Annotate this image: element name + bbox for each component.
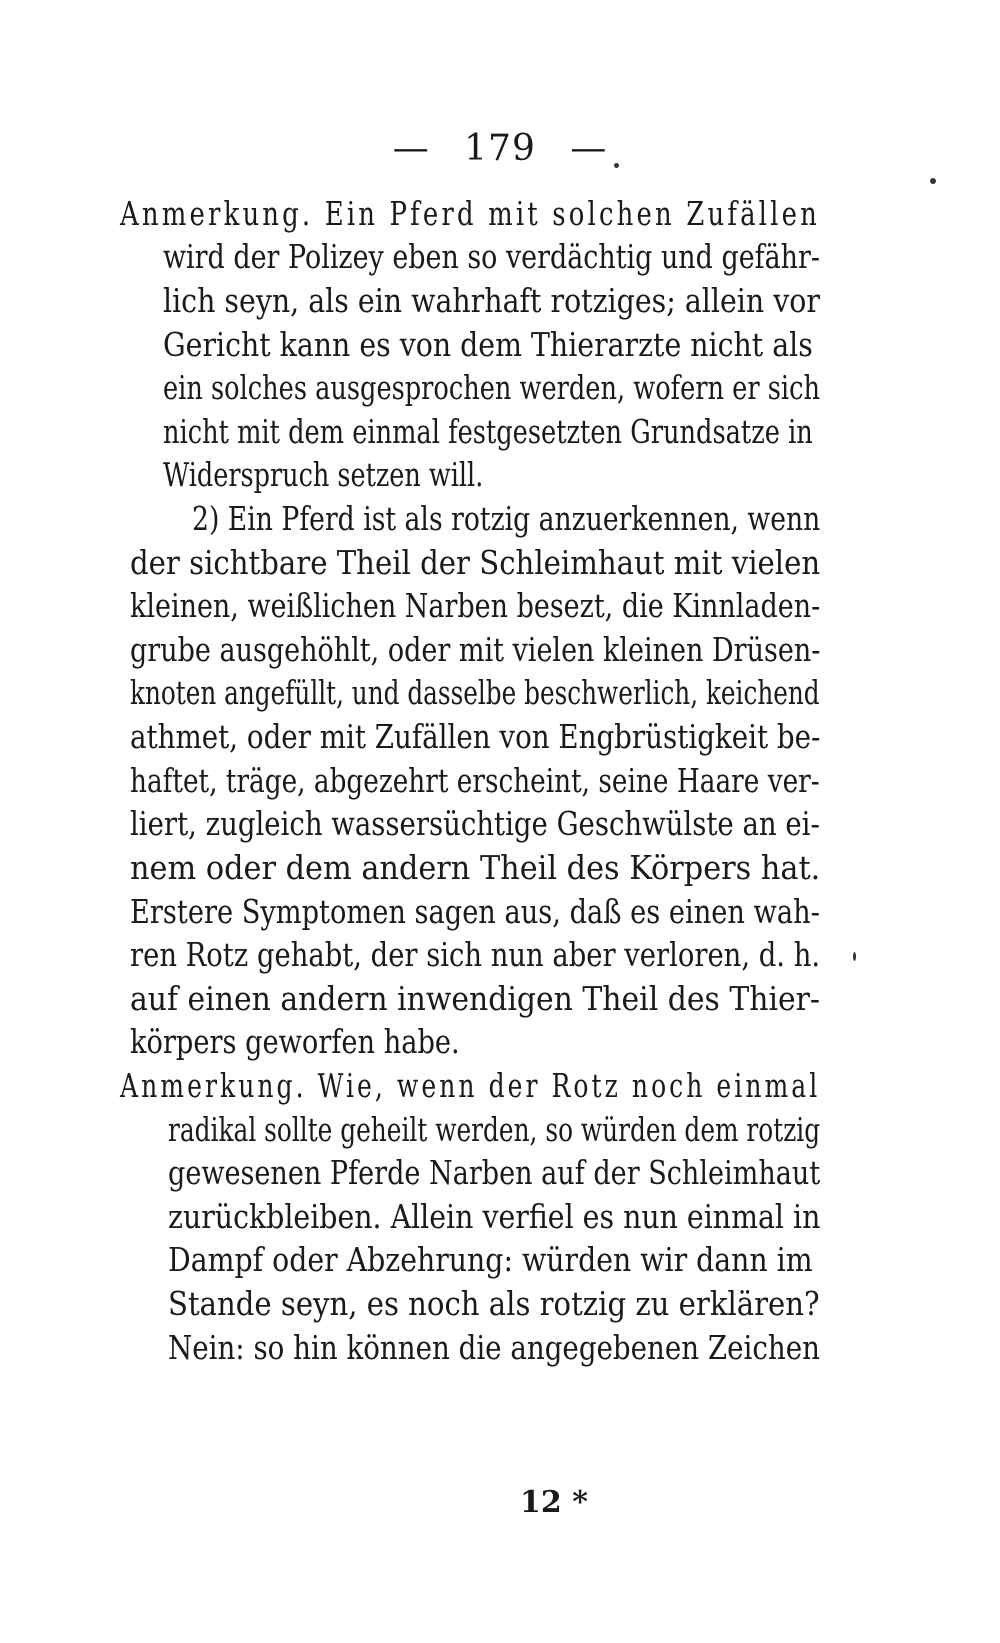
left-dash: — bbox=[392, 128, 430, 169]
text-line: athmet, oder mit Zufällen von Engbrüstigkeit be- bbox=[130, 717, 821, 756]
text-line: nicht mit dem einmal festgesetzten Grundsatze in bbox=[163, 412, 813, 451]
text-line: radikal sollte geheilt werden, so würden dem rotzig bbox=[168, 1110, 821, 1149]
text-line: grube ausgehöhlt, oder mit vielen kleinen Drüsen- bbox=[130, 630, 821, 669]
ink-speck bbox=[930, 178, 936, 184]
right-dash: — bbox=[570, 128, 608, 169]
text-line: Stande seyn, es noch als rotzig zu erklären? bbox=[168, 1284, 820, 1323]
text-line: haftet, träge, abgezehrt erscheint, seine Haare ver- bbox=[130, 761, 820, 800]
text-line: knoten angefüllt, und dasselbe beschwerlich, keichend bbox=[130, 673, 820, 712]
text-line: ren Rotz gehabt, der sich nun aber verloren, d. h. bbox=[130, 935, 821, 974]
ink-speck bbox=[853, 952, 856, 961]
text-line: lich seyn, als ein wahrhaft rotziges; allein vor bbox=[163, 281, 820, 320]
page-number: 179 bbox=[464, 128, 536, 169]
text-line: Erstere Symptomen sagen aus, daß es einen wah- bbox=[130, 892, 820, 931]
text-line: liert, zugleich wassersüchtige Geschwülste an ei- bbox=[130, 804, 820, 843]
text-line: Nein: so hin können die angegebenen Zeichen bbox=[168, 1328, 820, 1367]
text-line: Anmerkung. Ein Pferd mit solchen Zufällen bbox=[120, 194, 820, 233]
text-line: gewesenen Pferde Narben auf der Schleimhaut bbox=[168, 1153, 821, 1192]
text-line: wird der Polizey eben so verdächtig und gefähr- bbox=[163, 237, 820, 276]
text-line: der sichtbare Theil der Schleimhaut mit vielen bbox=[130, 543, 821, 582]
text-line: Dampf oder Abzehrung: würden wir dann im bbox=[168, 1240, 813, 1279]
text-line: 2) Ein Pferd ist als rotzig anzuerkennen, wenn bbox=[192, 499, 821, 538]
text-line: auf einen andern inwendigen Theil des Thier- bbox=[130, 979, 820, 1018]
text-line: nem oder dem andern Theil des Körpers hat. bbox=[130, 848, 821, 887]
text-line: körpers geworfen habe. bbox=[130, 1022, 460, 1061]
text-line: Anmerkung. Wie, wenn der Rotz noch einmal bbox=[120, 1066, 821, 1105]
text-line: Widerspruch setzen will. bbox=[163, 455, 484, 494]
text-line: zurückbleiben. Allein verfiel es nun einmal in bbox=[168, 1197, 821, 1236]
text-line: ein solches ausgesprochen werden, wofern er sich bbox=[163, 368, 820, 407]
ink-speck bbox=[614, 163, 619, 168]
text-line: Gericht kann es von dem Thierarzte nicht als bbox=[163, 325, 813, 364]
signature-mark: 12 * bbox=[520, 1485, 588, 1520]
page-header bbox=[0, 128, 1000, 169]
text-line: kleinen, weißlichen Narben besezt, die Kinnladen- bbox=[130, 586, 821, 625]
